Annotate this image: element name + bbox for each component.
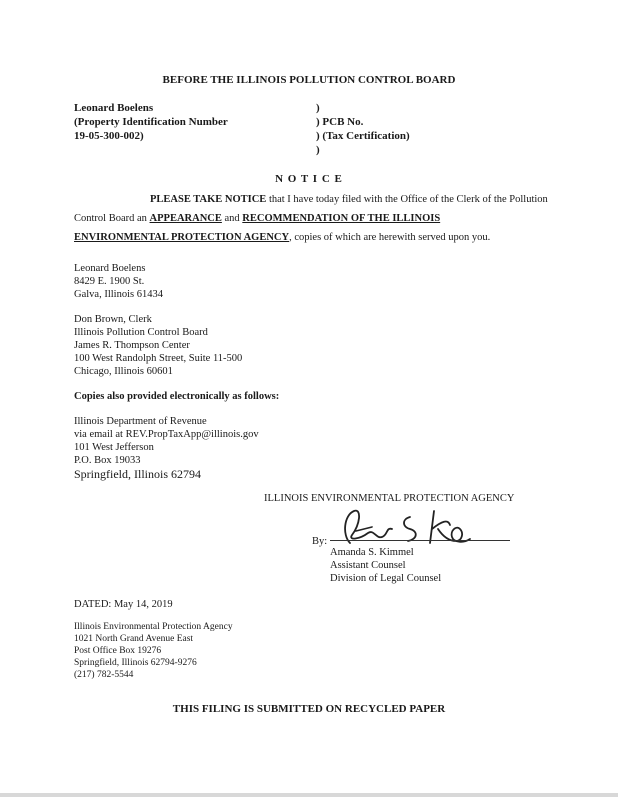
page-title: BEFORE THE ILLINOIS POLLUTION CONTROL BOARD [162,74,456,86]
caption-bracket: ) [316,144,320,156]
recipient1-street: 8429 E. 1900 St. [74,276,145,287]
recipient2-name: Don Brown, Clerk [74,314,152,325]
caption-bracket: ) [316,102,320,114]
recipient2-city: Chicago, Illinois 60601 [74,366,173,377]
notice-recommendation: RECOMMENDATION OF THE ILLINOIS [242,213,441,224]
agency-city: Springfield, Illinois 62794-9276 [74,658,197,668]
notice-text: Control Board an [74,213,150,224]
handwritten-signature [338,505,478,551]
copies-email: via email at REV.PropTaxApp@illinois.gov [74,429,259,440]
notice-line-3 [74,231,490,245]
copies-line: P.O. Box 19033 [74,455,141,466]
copies-line: Illinois Department of Revenue [74,416,207,427]
notice-lead: PLEASE TAKE NOTICE [150,194,267,205]
notice-line-1 [150,193,548,207]
recycled-paper-footer: THIS FILING IS SUBMITTED ON RECYCLED PAPER [172,703,446,715]
copies-heading: Copies also provided electronically as follows: [74,391,280,402]
agency-phone: (217) 782-5544 [74,670,134,680]
notice-line-2 [74,212,440,226]
recipient2-org: Illinois Pollution Control Board [74,327,208,338]
caption-tax-certification: ) (Tax Certification) [316,130,410,142]
notice-text: and [221,213,243,224]
agency-po-box: Post Office Box 19276 [74,646,162,656]
page-edge [0,793,618,797]
recipient1-name: Leonard Boelens [74,263,146,274]
recipient2-building: James R. Thompson Center [74,340,190,351]
copies-line: Springfield, Illinois 62794 [74,467,201,481]
caption-petitioner: Leonard Boelens [74,102,154,114]
recipient1-city: Galva, Illinois 61434 [74,289,163,300]
recipient2-street: 100 West Randolph Street, Suite 11-500 [74,353,243,364]
notice-heading: N O T I C E [275,173,343,185]
signature-by: By: [312,536,328,547]
signer-title: Assistant Counsel [330,560,406,571]
signer-division: Division of Legal Counsel [330,573,442,584]
notice-text: , copies of which are herewith served upon you. [289,232,491,243]
caption-pcb-no: ) PCB No. [316,116,364,128]
caption-pin-label: (Property Identification Number [74,116,228,128]
dated: DATED: May 14, 2019 [74,599,173,610]
signature-line [330,540,510,541]
caption-pin-number: 19-05-300-002) [74,130,144,142]
agency-name: Illinois Environmental Protection Agency [74,622,233,632]
agency-street: 1021 North Grand Avenue East [74,634,194,644]
notice-text: that I have today filed with the Office of the Clerk of the Pollution [266,194,548,205]
notice-appearance: APPEARANCE [149,213,222,224]
signer-name: Amanda S. Kimmel [330,547,414,558]
signature-agency: ILLINOIS ENVIRONMENTAL PROTECTION AGENCY [264,493,515,504]
notice-agency: ENVIRONMENTAL PROTECTION AGENCY [74,232,290,243]
copies-line: 101 West Jefferson [74,442,154,453]
